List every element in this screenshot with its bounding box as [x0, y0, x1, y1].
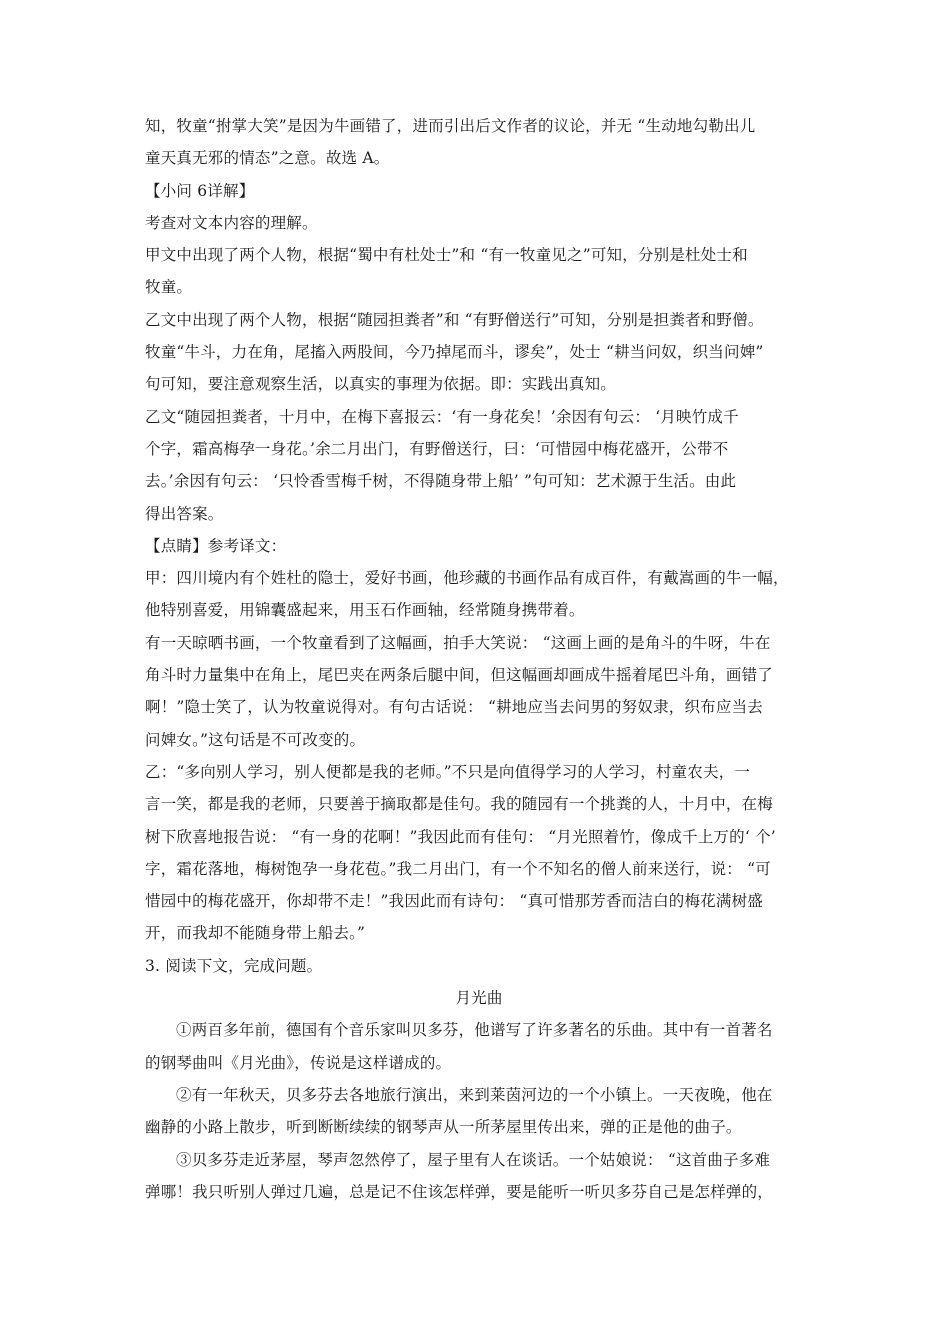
text-line: 有一天晾晒书画，一个牧童看到了这幅画，拍手大笑说： “这画上画的是角斗的牛呀，牛在 [145, 633, 771, 652]
text-line: 幽静的小路上散步，听到断断续续的钢琴声从一所茅屋里传出来，弹的正是他的曲子。 [145, 1118, 742, 1137]
text-line: 【点睛】参考译文： [145, 536, 287, 555]
text-line: 啊！”隐士笑了，认为牧童说得对。有句古话说： “耕地应当去问男的努奴隶，织布应当去 [145, 698, 763, 717]
text-line: 角斗时力量集中在角上，尾巴夹在两条后腿中间，但这幅画却画成牛摇着尾巴斗角，画错了 [145, 666, 774, 685]
text-line: 乙文中出现了两个人物，根据“随园担粪者”和 “有野僧送行”可知，分别是担粪者和野僧。 [145, 310, 764, 329]
text-line: 乙：“多向别人学习，别人便都是我的老师。”不只是向值得学习的人学习，村童农夫，一 [145, 762, 751, 781]
text-line: 去。’余因有句云： ‘只怜香雪梅千树，不得随身带上船’ ”句可知：艺术源于生活。由此 [145, 472, 737, 491]
text-line: 【小问 6详解】 [145, 181, 255, 200]
section-title: 月光曲 [455, 989, 503, 1008]
text-line: 字，霜花落地，梅树饱孕一身花苞。”我二月出门，有一个不知名的僧人前来送行，说： “可 [145, 859, 771, 878]
text-line: 牧童“牛斗，力在角，尾搐入两股间，今乃掉尾而斗，谬矣”，处士 “耕当问奴，织当问婢” [145, 343, 764, 362]
text-line: 句可知，要注意观察生活，以真实的事理为依据。即：实践出真知。 [145, 375, 617, 394]
text-line: ②有一年秋天，贝多芬去各地旅行演出，来到莱茵河边的一个小镇上。一天夜晚，他在 [176, 1085, 773, 1104]
text-line: 童天真无邪的情态”之意。故选 A。 [145, 149, 390, 168]
text-line: 3. 阅读下文，完成问题。 [145, 956, 323, 975]
text-line: ①两百多年前，德国有个音乐家叫贝多芬，他谱写了许多著名的乐曲。其中有一首著名 [176, 1021, 773, 1040]
text-line: 的钢琴曲叫《月光曲》，传说是这样谱成的。 [145, 1053, 452, 1072]
text-line: ③贝多芬走近茅屋，琴声忽然停了，屋子里有人在谈话。一个姑娘说： “这首曲子多难 [176, 1150, 771, 1169]
text-line: 牧童。 [145, 278, 193, 297]
text-line: 惜园中的梅花盛开，你却带不走！”我因此而有诗句： “真可惜那芳香而洁白的梅花满树盛 [145, 892, 763, 911]
text-line: 弹哪！我只听别人弹过几遍，总是记不住该怎样弹，要是能听一听贝多芬自己是怎样弹的， [145, 1182, 774, 1201]
text-line: 他特别喜爱，用锦囊盛起来，用玉石作画轴，经常随身携带着。 [145, 601, 585, 620]
text-line: 树下欣喜地报告说： “有一身的花啊！”我因此而有佳句： “月光照着竹，像成千上万的‘ 个’ [145, 827, 776, 846]
text-line: 甲文中出现了两个人物，根据“蜀中有杜处士”和 “有一牧童见之”可知，分别是杜处士和 [145, 246, 748, 265]
text-line: 甲：四川境内有个姓杜的隐士，爱好书画，他珍藏的书画作品有成百件，有戴嵩画的牛一幅， [145, 569, 789, 588]
text-line: 乙文“随园担粪者，十月中，在梅下喜报云：‘有一身花矣！’余因有句云： ‘月映竹成千 [145, 407, 739, 426]
text-line: 个字，霜高梅孕一身花。’余二月出门，有野僧送行，曰：‘可惜园中梅花盛开，公带不 [145, 439, 729, 458]
text-line: 开，而我却不能随身带上船去。” [145, 924, 366, 943]
text-line: 问婢女。”这句话是不可改变的。 [145, 730, 366, 749]
text-line: 考查对文本内容的理解。 [145, 213, 318, 232]
document-page [145, 110, 813, 1208]
text-line: 言一笑，都是我的老师，只要善于摘取都是佳句。我的随园有一个挑粪的人，十月中，在梅 [145, 795, 774, 814]
text-line: 知，牧童“拊掌大笑”是因为牛画错了，进而引出后文作者的议论，并无 “生动地勾勒出儿 [145, 117, 756, 135]
text-line: 得出答案。 [145, 504, 224, 523]
